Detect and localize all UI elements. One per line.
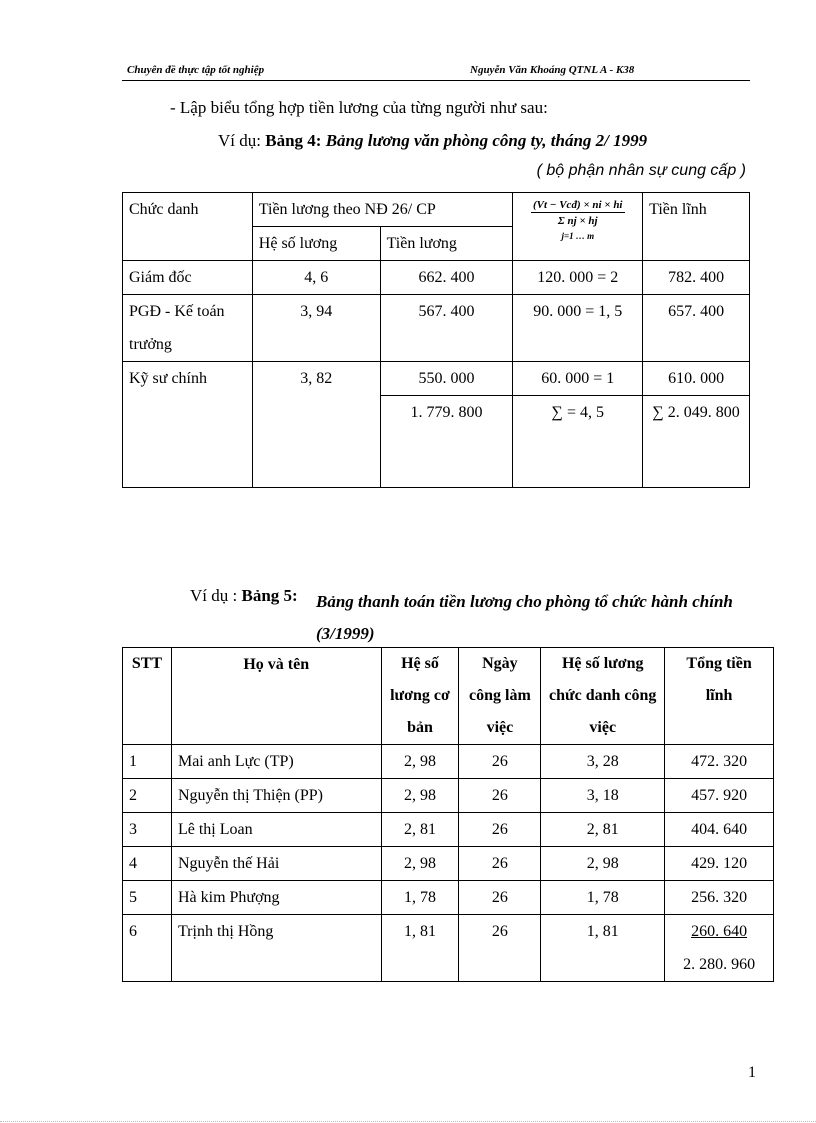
table5-caption-title-text: Bảng thanh toán tiền lương cho phòng tổ chức hành chính (3/1999) — [316, 592, 733, 643]
cell-tong-tien — [665, 915, 774, 982]
table5-header-he-so-co-ban: Hệ số lương cơ bản — [381, 648, 459, 745]
cell-ho-ten: Lê thị Loan — [171, 813, 381, 847]
table5-caption-line1 — [190, 586, 298, 606]
formula-numerator: (Vt − Vcđ) × ni × hi — [533, 199, 623, 211]
cell-tien-linh: 782. 400 — [643, 261, 750, 295]
header-rule — [122, 80, 750, 81]
cell-he-so-chuc-danh: 3, 18 — [541, 779, 665, 813]
table5-header-stt: STT — [123, 648, 172, 745]
table5-header-ngay-cong: Ngày công làm việc — [459, 648, 541, 745]
cell-ngay-cong: 26 — [459, 881, 541, 915]
cell-he-so-chuc-danh: 1, 81 — [541, 915, 665, 982]
table4-header-tien-luong: Tiền lương — [380, 227, 513, 261]
header-left: Chuyên đề thực tập tốt nghiệp — [127, 64, 265, 76]
table5-caption-title — [316, 586, 746, 650]
cell-formula: 60. 000 = 1 — [513, 362, 643, 396]
table5-header-tong-tien: Tổng tiền lĩnh — [665, 648, 774, 745]
table4-header-chuc-danh: Chức danh — [123, 193, 253, 261]
table4-source: ( bộ phận nhân sự cung cấp ) — [536, 162, 746, 179]
cell-ho-ten: Hà kim Phượng — [171, 881, 381, 915]
table-row — [123, 745, 774, 779]
table-row — [123, 362, 750, 396]
header-right: Nguyễn Văn Khoáng QTNL A - K38 — [470, 64, 635, 76]
total-tien-linh: ∑ 2. 049. 800 — [643, 396, 750, 488]
table-row — [123, 881, 774, 915]
table4-header-group: Tiền lương theo NĐ 26/ CP — [252, 193, 513, 227]
cell-he-so-chuc-danh: 3, 28 — [541, 745, 665, 779]
page-bottom-edge — [0, 1121, 816, 1122]
table-row — [123, 813, 774, 847]
cell-chuc-danh: Kỹ sư chính — [123, 362, 253, 488]
cell-tien-linh: 657. 400 — [643, 295, 750, 362]
table4-caption-label: Bảng 4: — [265, 131, 322, 150]
table-row — [123, 261, 750, 295]
cell-tien-luong: 550. 000 — [380, 362, 513, 396]
cell-stt: 3 — [123, 813, 172, 847]
cell-stt: 1 — [123, 745, 172, 779]
table-row — [123, 915, 774, 982]
table-row — [123, 779, 774, 813]
cell-ho-ten: Trịnh thị Hồng — [171, 915, 381, 982]
cell-he-so: 4, 6 — [252, 261, 380, 295]
table5-grand-total: 2. 280. 960 — [683, 956, 756, 973]
cell-tien-linh: 610. 000 — [643, 362, 750, 396]
cell-stt: 5 — [123, 881, 172, 915]
cell-he-so-co-ban: 2, 98 — [381, 779, 459, 813]
table-row — [123, 295, 750, 362]
table5-header-he-so-chuc-danh: Hệ số lương chức danh công việc — [541, 648, 665, 745]
last-row-amount: 260. 640 — [691, 923, 748, 940]
cell-stt: 2 — [123, 779, 172, 813]
formula-limits: j=1 … m — [561, 231, 595, 241]
cell-tong-tien: 429. 120 — [665, 847, 774, 881]
cell-he-so-co-ban: 2, 81 — [381, 813, 459, 847]
cell-stt: 4 — [123, 847, 172, 881]
table4-header-formula — [513, 193, 643, 261]
page-number: 1 — [748, 1064, 756, 1081]
table4-header-he-so: Hệ số lương — [252, 227, 380, 261]
cell-tong-tien: 256. 320 — [665, 881, 774, 915]
cell-chuc-danh: Giám đốc — [123, 261, 253, 295]
cell-tien-luong: 662. 400 — [380, 261, 513, 295]
cell-he-so-co-ban: 2, 98 — [381, 847, 459, 881]
cell-he-so-co-ban: 1, 81 — [381, 915, 459, 982]
table4-header-tien-linh: Tiền lĩnh — [643, 193, 750, 261]
table-row — [123, 847, 774, 881]
cell-ngay-cong: 26 — [459, 847, 541, 881]
formula-denominator: Σ nj × hj — [557, 215, 598, 227]
cell-he-so: 3, 94 — [252, 295, 380, 362]
cell-he-so-co-ban: 1, 78 — [381, 881, 459, 915]
total-formula: ∑ = 4, 5 — [513, 396, 643, 488]
cell-tong-tien: 472. 320 — [665, 745, 774, 779]
cell-ngay-cong: 26 — [459, 915, 541, 982]
table4 — [122, 192, 750, 488]
cell-tong-tien: 404. 640 — [665, 813, 774, 847]
cell-ho-ten: Mai anh Lực (TP) — [171, 745, 381, 779]
cell-he-so-chuc-danh: 2, 98 — [541, 847, 665, 881]
table5-caption-label: Bảng 5: — [241, 586, 298, 605]
total-tien-luong: 1. 779. 800 — [380, 396, 513, 488]
cell-he-so-chuc-danh: 2, 81 — [541, 813, 665, 847]
cell-formula: 90. 000 = 1, 5 — [513, 295, 643, 362]
table5 — [122, 647, 774, 982]
cell-ngay-cong: 26 — [459, 745, 541, 779]
cell-he-so: 3, 82 — [252, 362, 380, 488]
table4-caption-prefix: Ví dụ: — [218, 131, 261, 150]
cell-he-so-co-ban: 2, 98 — [381, 745, 459, 779]
cell-ho-ten: Nguyễn thị Thiện (PP) — [171, 779, 381, 813]
table5-caption-prefix: Ví dụ : — [190, 586, 238, 605]
cell-ngay-cong: 26 — [459, 813, 541, 847]
cell-stt: 6 — [123, 915, 172, 982]
intro-line: - Lập biểu tổng hợp tiền lương của từng người như sau: — [170, 98, 548, 117]
table5-header-ho-ten: Họ và tên — [171, 648, 381, 745]
cell-chuc-danh: PGĐ - Kế toán trưởng — [123, 295, 253, 362]
table4-caption-title: Bảng lương văn phòng công ty, tháng 2/ 1999 — [325, 131, 648, 150]
cell-ngay-cong: 26 — [459, 779, 541, 813]
cell-tien-luong: 567. 400 — [380, 295, 513, 362]
table4-caption — [218, 131, 647, 151]
cell-tong-tien: 457. 920 — [665, 779, 774, 813]
cell-he-so-chuc-danh: 1, 78 — [541, 881, 665, 915]
cell-formula: 120. 000 = 2 — [513, 261, 643, 295]
cell-ho-ten: Nguyễn thế Hải — [171, 847, 381, 881]
